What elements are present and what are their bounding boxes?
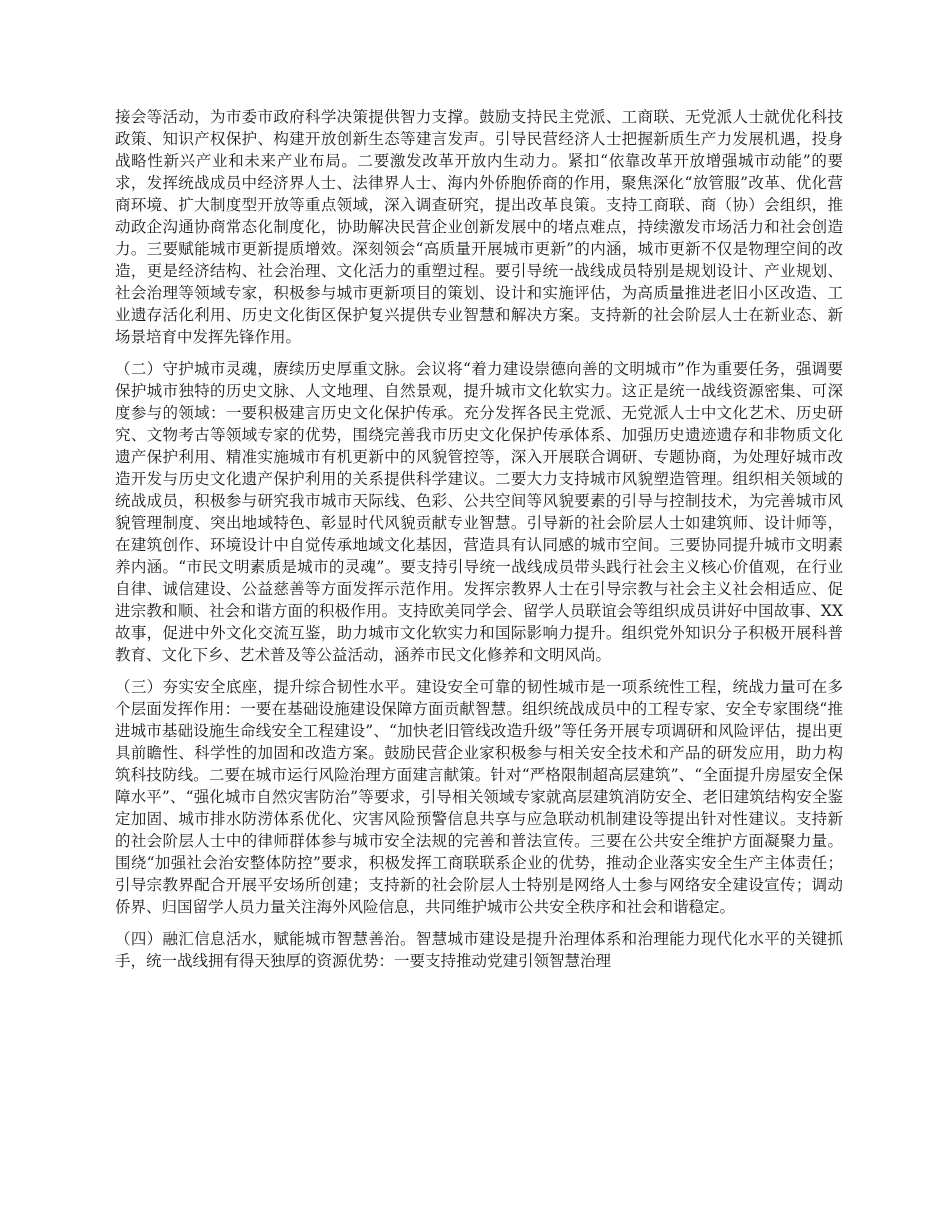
paragraph-section-2: （二）守护城市灵魂，赓续历史厚重文脉。会议将“着力建设崇德向善的文明城市”作为重要任务，强调要保护城市独特的历史文脉、人文地理、自然景观，提升城市文化软实力。这正是统一战线资源密集、可深度参与的领域：一要积极建言历史文化保护传承。充分发挥各民主党派、无党派人士中文化艺术、历史研究、文物考古等领域专家的优势，围绕完善我市历史文化保护传承体系、加强历史遗迹遗存和非物质文化遗产保护利用、精准实施城市有机更新中的风貌管控等，深入开展联合调研、专题协商，为处理好城市改造开发与历史文化遗产保护利用的关系提供科学建议。二要大力支持城市风貌塑造管理。组织相关领域的统战成员，积极参与研究我市城市天际线、色彩、公共空间等风貌要素的引导与控制技术，为完善城市风貌管理制度、突出地域特色、彰显时代风貌贡献专业智慧。引导新的社会阶层人士如建筑师、设计师等，在建筑创作、环境设计中自觉传承地域文化基因，营造具有认同感的城市空间。三要协同提升城市文明素养内涵。“市民文明素质是城市的灵魂”。要支持引导统一战线成员带头践行社会主义核心价值观，在行业自律、诚信建设、公益慈善等方面发挥示范作用。发挥宗教界人士在引导宗教与社会主义社会相适应、促进宗教和顺、社会和谐方面的积极作用。支持欧美同学会、留学人员联谊会等组织成员讲好中国故事、XX故事，促进中外文化交流互鉴，助力城市文化软实力和国际影响力提升。组织党外知识分子积极开展科普教育、文化下乡、艺术普及等公益活动，涵养市民文化修养和文明风尚。	[115, 360, 843, 664]
document-page	[115, 106, 843, 982]
paragraph-section-4: （四）融汇信息活水，赋能城市智慧善治。智慧城市建设是提升治理体系和治理能力现代化水平的关键抓手，统一战线拥有得天独厚的资源优势：一要支持推动党建引领智慧治理	[115, 930, 843, 970]
paragraph-section-3: （三）夯实安全底座，提升综合韧性水平。建设安全可靠的韧性城市是一项系统性工程，统战力量可在多个层面发挥作用：一要在基础设施建设保障方面贡献智慧。组织统战成员中的工程专家、安全专家围绕“推进城市基础设施生命线安全工程建设”、“加快老旧管线改造升级”等任务开展专项调研和风险评估，提出更具前瞻性、科学性的加固和改造方案。鼓励民营企业家积极参与相关安全技术和产品的研发应用，助力构筑科技防线。二要在城市运行风险治理方面建言献策。针对“严格限制超高层建筑”、“全面提升房屋安全保障水平”、“强化城市自然灾害防治”等要求，引导相关领域专家就高层建筑消防安全、老旧建筑结构安全鉴定加固、城市排水防涝体系优化、灾害风险预警信息共享与应急联动机制建设等提出针对性建议。支持新的社会阶层人士中的律师群体参与城市安全法规的完善和普法宣传。三要在公共安全维护方面凝聚力量。围绕“加强社会治安整体防控”要求，积极发挥工商联联系企业的优势，推动企业落实安全生产主体责任；引导宗教界配合开展平安场所创建；支持新的社会阶层人士特别是网络人士参与网络安全建设宣传；调动侨界、归国留学人员力量关注海外风险信息，共同维护城市公共安全秩序和社会和谐稳定。	[115, 678, 843, 916]
paragraph-continuation: 接会等活动，为市委市政府科学决策提供智力支撑。鼓励支持民主党派、工商联、无党派人士就优化科技政策、知识产权保护、构建开放创新生态等建言发声。引导民营经济人士把握新质生产力发展机遇，投身战略性新兴产业和未来产业布局。二要激发改革开放内生动力。紧扣“依靠改革开放增强城市动能”的要求，发挥统战成员中经济界人士、法律界人士、海内外侨胞侨商的作用，聚焦深化“放管服”改革、优化营商环境、扩大制度型开放等重点领域，深入调查研究，提出改革良策。支持工商联、商（协）会组织，推动政企沟通协商常态化制度化，协助解决民营企业创新发展中的堵点难点，持续激发市场活力和社会创造力。三要赋能城市更新提质增效。深刻领会“高质量开展城市更新”的内涵，城市更新不仅是物理空间的改造，更是经济结构、社会治理、文化活力的重塑过程。要引导统一战线成员特别是规划设计、产业规划、社会治理等领域专家，积极参与城市更新项目的策划、设计和实施评估，为高质量推进老旧小区改造、工业遗存活化利用、历史文化街区保护复兴提供专业智慧和解决方案。支持新的社会阶层人士在新业态、新场景培育中发挥先锋作用。	[115, 108, 843, 346]
